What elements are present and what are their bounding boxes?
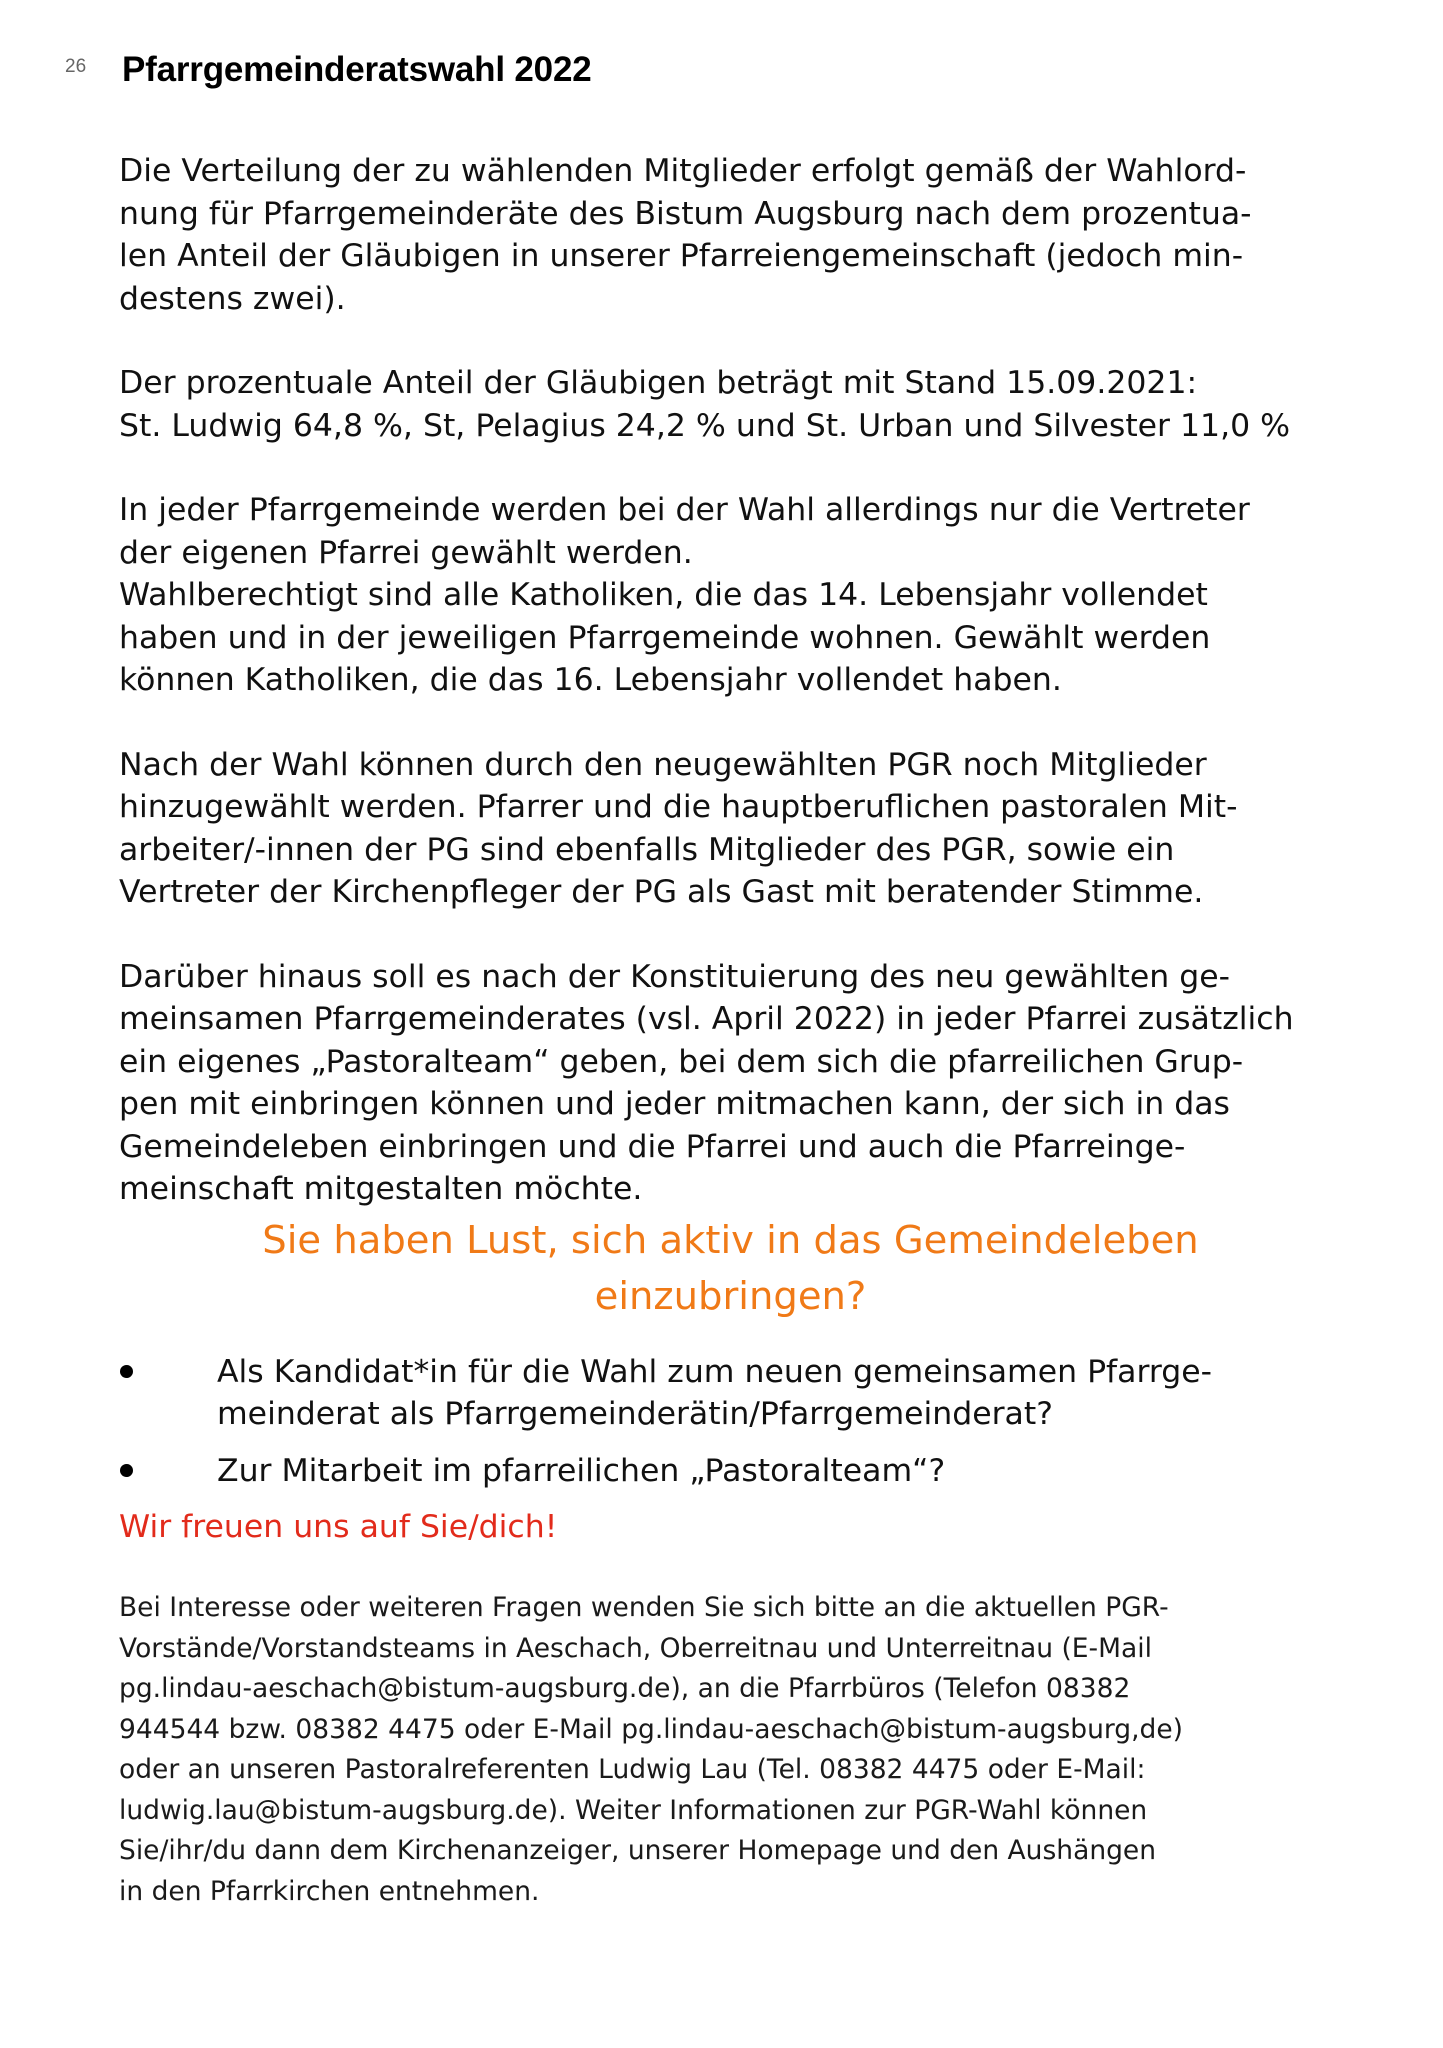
text-line: Der prozentuale Anteil der Gläubigen beträgt mit Stand 15.09.2021: [119,365,1198,401]
paragraph-distribution [119,150,1334,320]
callout-line: einzubringen? [594,1273,867,1319]
text-line: Die Verteilung der zu wählenden Mitglieder erfolgt gemäß der Wahlord- [119,153,1247,189]
text-line: der eigenen Pfarrei gewählt werden. [119,534,693,571]
text-line: hinzugewählt werden. Pfarrer und die hauptberuflichen pastoralen Mit- [119,789,1238,825]
text-line: St. Ludwig 64,8 %, St, Pelagius 24,2 % und St. Urban und Silvester 11,0 % [119,407,1291,444]
text-line: pg.lindau-aeschach@bistum-augsburg.de), an die Pfarrbüros (Telefon 08382 [119,1673,1131,1704]
text-line: Vorstände/Vorstandsteams in Aeschach, Oberreitnau und Unterreitnau (E-Mail [119,1632,1152,1664]
bullet-list [119,1351,1334,1493]
bullet-icon [120,1464,133,1477]
callout-heading [119,1213,1334,1325]
text-line: len Anteil der Gläubigen in unserer Pfarreiengemeinschaft (jedoch min- [119,238,1244,274]
text-line: 944544 bzw. 08382 4475 oder E-Mail pg.lindau-aeschach@bistum-augsburg,de) [119,1713,1183,1745]
text-line: in den Pfarrkirchen entnehmen. [119,1875,540,1907]
page-number: 26 [65,56,87,77]
text-line: Wahlberechtigt sind alle Katholiken, die das 14. Lebensjahr vollendet [119,577,1208,613]
text-line: Sie/ihr/du dann dem Kirchenanzeiger, unserer Homepage und den Aushängen [119,1835,1157,1866]
text-line: ludwig.lau@bistum-augsburg.de). Weiter Informationen zur PGR-Wahl können [119,1794,1148,1826]
paragraph-members [119,744,1334,914]
main-content [119,150,1334,1912]
text-line: meinschaft mitgestalten möchte. [119,1171,643,1207]
closing-text: Wir freuen uns auf Sie/dich! [119,1509,558,1545]
text-line: meinderat als Pfarrgemeinderätin/Pfarrgemeinderat? [217,1396,1053,1432]
text-line: Vertreter der Kirchenpfleger der PG als Gast mit beratender Stimme. [119,874,1204,910]
text-line: Darüber hinaus soll es nach der Konstituierung des neu gewählten ge- [119,958,1230,995]
text-line: haben und in der jeweiligen Pfarrgemeinde wohnen. Gewählt werden [119,619,1211,656]
callout-line: Sie haben Lust, sich aktiv in das Gemeindeleben [262,1217,1199,1263]
list-item [119,1450,1334,1493]
page-title: Pfarrgemeinderatswahl 2022 [122,50,592,89]
text-line: Zur Mitarbeit im pfarreilichen „Pastoralteam“? [217,1452,946,1489]
text-line: nung für Pfarrgemeinderäte des Bistum Augsburg nach dem prozentua- [119,195,1252,232]
text-line: pen mit einbringen können und jeder mitmachen kann, der sich in das [119,1086,1230,1122]
text-line: Bei Interesse oder weiteren Fragen wenden Sie sich bitte an die aktuellen PGR- [119,1592,1169,1623]
bullet-icon [120,1365,133,1378]
text-line: ein eigenes „Pastoralteam“ geben, bei dem sich die pfarreilichen Grup- [119,1043,1244,1080]
text-line: destens zwei). [119,280,346,317]
text-line: Als Kandidat*in für die Wahl zum neuen gemeinsamen Pfarrge- [217,1353,1212,1390]
list-item [119,1351,1334,1436]
paragraph-percentages [119,362,1334,447]
text-line: arbeiter/-innen der PG sind ebenfalls Mitglieder des PGR, sowie ein [119,831,1175,868]
paragraph-eligibility [119,489,1334,702]
text-line: oder an unseren Pastoralreferenten Ludwig Lau (Tel. 08382 4475 oder E-Mail: [119,1754,1146,1785]
text-line: Gemeindeleben einbringen und die Pfarrei und auch die Pfarreinge- [119,1128,1186,1165]
text-line: können Katholiken, die das 16. Lebensjahr vollendet haben. [119,662,1062,698]
paragraph-pastoralteam [119,956,1334,1211]
text-line: Nach der Wahl können durch den neugewählten PGR noch Mitglieder [119,746,1207,783]
text-line: In jeder Pfarrgemeinde werden bei der Wahl allerdings nur die Vertreter [119,492,1250,528]
contact-info [119,1588,1334,1912]
text-line: meinsamen Pfarrgemeinderates (vsl. April 2022) in jeder Pfarrei zusätzlich [119,1001,1294,1037]
